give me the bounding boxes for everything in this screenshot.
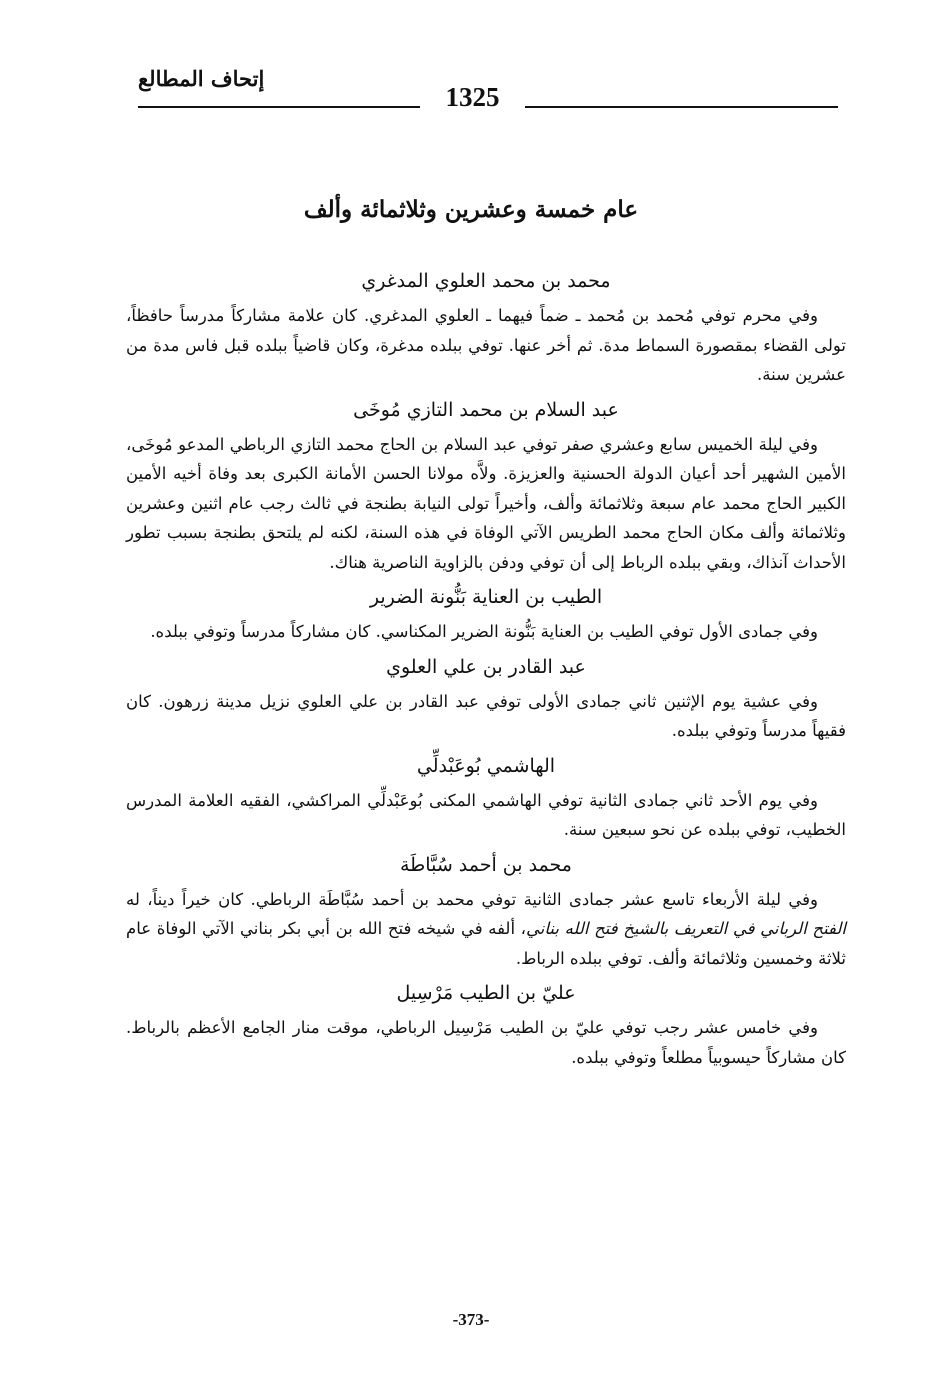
biography-entry — [126, 750, 846, 845]
entry-text: وفي يوم الأحد ثاني جمادى الثانية توفي الهاشمي المكنى بُوعَبْدلِّي المراكشي، الفقيه العلامة المدرس الخطيب، توفي ببلده عن نحو سبعين سنة. — [126, 790, 846, 839]
header-year: 1325 — [445, 82, 500, 112]
entry-text: وفي خامس عشر رجب توفي عليّ بن الطيب مَرْسِيل الرباطي، موقت منار الجامع الأعظم بالرباط. كان مشاركاً حيسوبياً مطلعاً وتوفي ببلده. — [126, 1018, 846, 1067]
biography-entry — [126, 265, 846, 390]
entry-text: وفي محرم توفي مُحمد بن مُحمد ـ ضماً فيهما ـ العلوي المدغري. كان علامة مشاركاً مدرساً حافظاً، تولى القضاء بمقصورة السماط مدة. ثم أخر عنها. توفي ببلده مدغرة، وكان قاضياً ببلده قبل فاس مدة من عشرين سنة. — [126, 306, 846, 384]
running-title: إتحاف المطالع — [138, 66, 265, 91]
biography-entry — [126, 849, 846, 974]
entry-name: عبد السلام بن محمد التازي مُوخَى — [353, 398, 619, 421]
entry-name: الطيب بن العناية بَنُّونة الضرير — [369, 586, 603, 608]
book-title: الفتح الرباني في التعريف بالشيخ فتح الله بناني — [526, 919, 847, 938]
entry-name: محمد بن محمد العلوي المدغري — [361, 270, 611, 292]
entry-name: محمد بن أحمد سُبَّاطَة — [399, 853, 572, 876]
entry-name: الهاشمي بُوعَبْدلِّي — [416, 754, 556, 777]
section-title: عام خمسة وعشرين وثلاثمائة وألف — [303, 196, 639, 223]
entry-text-part: وفي ليلة الأربعاء تاسع عشر جمادى الثانية توفي محمد بن أحمد سُبَّاطَة الرباطي. كان خيراً ديناً، له — [126, 889, 818, 909]
biography-entry — [126, 977, 846, 1072]
entry-text: وفي ليلة الخميس سابع وعشري صفر توفي عبد السلام بن الحاج محمد التازي الرباطي المدعو مُوخَى، الأمين الشهير أحد أعيان الدولة الحسنية والعزيزة. ولاَّه مولانا الحسن الأمانة الكبرى بعد وفاة أخيه الأمين الكبير الحاج محمد عام سبعة وثلاثمائة وألف، وأخيراً تولى النيابة بطنجة في ثالث رجب عام اثنين وعشرين وثلاثمائة وألف مكان الحاج محمد الطريس الآتي الوفاة في هذه السنة، لكنه لم يلتحق بطنجة بسبب تطور الأحداث آنذاك، وبقي ببلده الرباط إلى أن توفي ودفن بالزاوية الناصرية هناك. — [126, 434, 846, 572]
entry-name: عبد القادر بن علي العلوي — [386, 655, 586, 678]
biography-entry — [126, 581, 846, 647]
entry-text: وفي عشية يوم الإثنين ثاني جمادى الأولى توفي عبد القادر بن علي العلوي نزيل مدينة زرهون. كان فقيهاً مدرساً وتوفي ببلده. — [126, 691, 846, 740]
entry-text — [126, 885, 846, 974]
header-rule-left — [138, 106, 420, 108]
entry-text: وفي جمادى الأول توفي الطيب بن العناية بَنُّونة الضرير المكناسي. كان مشاركاً مدرساً وتوفي ببلده. — [150, 622, 818, 641]
header-rule-right — [525, 106, 838, 108]
entry-text-part: ، ألفه في شيخه فتح الله بن أبي بكر بناني الآتي الوفاة عام ثلاثة وخمسين وثلاثمائة وألف. توفي ببلده الرباط. — [126, 919, 846, 968]
page-number: -373- — [452, 1310, 490, 1329]
biography-entry — [126, 651, 846, 746]
page-content — [126, 196, 846, 1076]
biography-entry — [126, 394, 846, 578]
entry-name: عليّ بن الطيب مَرْسِيل — [396, 982, 576, 1004]
